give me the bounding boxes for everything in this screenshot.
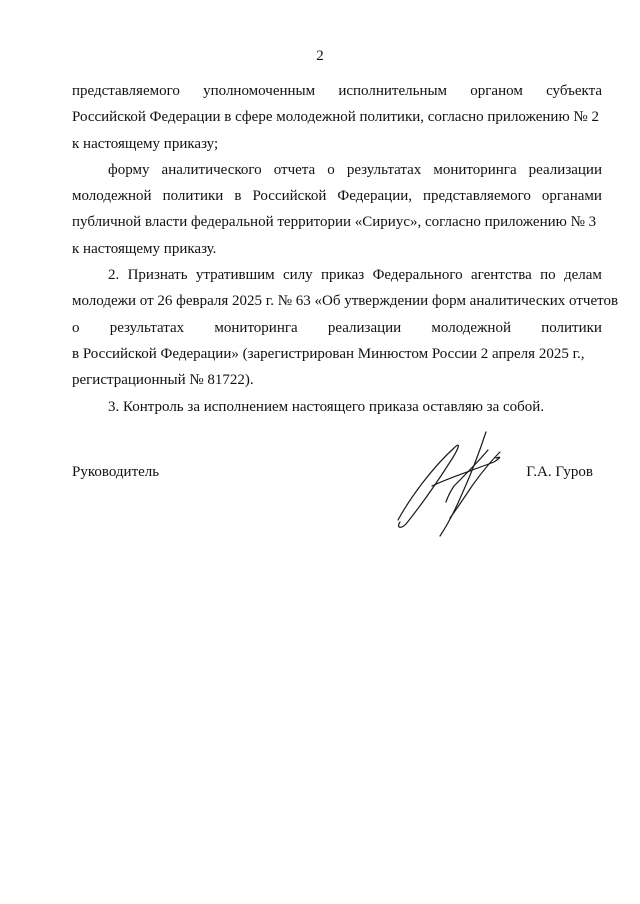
signatory-title: Руководитель — [72, 464, 160, 480]
word: приказ — [321, 267, 365, 284]
word: о — [72, 319, 80, 336]
word: агентства — [470, 267, 532, 284]
text-line — [72, 78, 602, 104]
paragraph — [72, 394, 602, 420]
word: Признать — [127, 267, 188, 284]
paragraph — [72, 78, 602, 157]
word: субъекта — [546, 83, 602, 99]
text-line: к настоящему приказу; — [72, 135, 219, 152]
word: представляемого — [72, 83, 180, 99]
word: политики — [162, 188, 224, 205]
text-line — [72, 157, 602, 183]
word: уполномоченным — [203, 83, 316, 99]
word: представляемого — [423, 188, 531, 205]
word: делам — [563, 267, 602, 284]
text-line — [72, 262, 602, 288]
word: отчета — [273, 161, 316, 178]
document-body — [72, 78, 619, 420]
page-number: 2 — [316, 48, 324, 64]
text-line: в Российской Федерации» (зарегистрирован Минюстом России 2 апреля 2025 г., — [72, 345, 585, 362]
word: силу — [283, 267, 313, 284]
word: реализации — [528, 161, 602, 178]
text-line: регистрационный № 81722). — [72, 372, 254, 389]
word: аналитического — [161, 161, 262, 178]
text-line: публичной власти федеральной территории «Сириус», согласно приложению № 3 — [72, 214, 597, 231]
word: молодежной — [431, 319, 511, 336]
text-line — [72, 315, 602, 341]
text-line: Российской Федерации в сфере молодежной политики, согласно приложению № 2 — [72, 109, 599, 126]
text-line: молодежи от 26 февраля 2025 г. № 63 «Об утверждении форм аналитических отчетов — [72, 293, 619, 310]
word: реализации — [327, 319, 402, 336]
word: результатах — [109, 319, 185, 336]
paragraph — [72, 157, 602, 262]
word: утратившим — [195, 267, 275, 284]
signatory-name: Г.А. Гуров — [526, 464, 593, 480]
word: форму — [108, 161, 150, 178]
word: исполнительным — [338, 83, 448, 99]
word: политики — [541, 319, 602, 336]
word: молодежной — [72, 188, 152, 205]
word: о — [327, 161, 335, 178]
handwritten-signature — [392, 428, 512, 540]
text-line: 3. Контроль за исполнением настоящего приказа оставляю за собой. — [108, 398, 545, 415]
paragraph — [72, 262, 619, 393]
signature-block — [72, 462, 602, 552]
word: результатах — [346, 161, 422, 178]
text-line: к настоящему приказу. — [72, 240, 217, 257]
text-line — [72, 183, 602, 209]
word: Российской — [252, 188, 327, 205]
word: Федерации, — [337, 188, 412, 205]
word: мониторинга — [433, 161, 517, 178]
word: 2. — [108, 267, 120, 284]
word: Федерального — [372, 267, 463, 284]
word: в — [234, 188, 242, 205]
word: по — [540, 267, 556, 284]
word: органами — [541, 188, 602, 205]
word: органом — [470, 83, 523, 99]
word: мониторинга — [214, 319, 298, 336]
